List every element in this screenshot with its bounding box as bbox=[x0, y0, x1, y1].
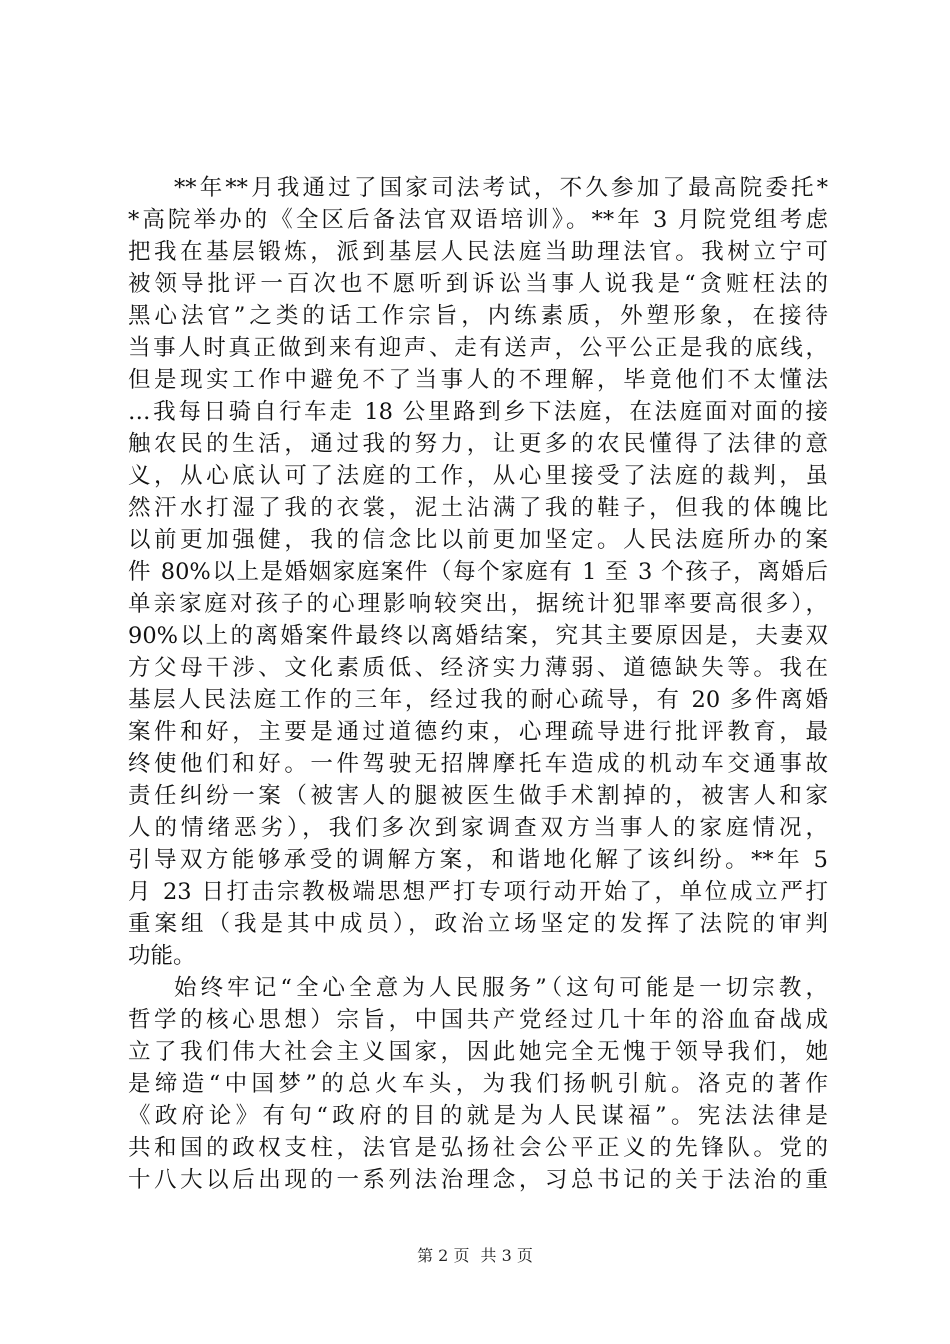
text-line: 共和国的政权支柱，法官是弘扬社会公平正义的先锋队。党的 bbox=[128, 1135, 828, 1161]
text-line: 义，从心底认可了法庭的工作，从心里接受了法庭的裁判，虽 bbox=[128, 463, 828, 489]
paragraph-2 bbox=[128, 972, 828, 1196]
text-line: 人的情绪恶劣），我们多次到家调查双方当事人的家庭情况， bbox=[128, 815, 828, 841]
text-line: 然汗水打湿了我的衣裳，泥土沾满了我的鞋子，但我的体魄比 bbox=[128, 495, 828, 521]
text-line: 90%以上的离婚案件最终以离婚结案，究其主要原因是，夫妻双 bbox=[128, 623, 828, 649]
text-line: 立了我们伟大社会主义国家，因此她完全无愧于领导我们，她 bbox=[128, 1039, 828, 1065]
text-line: 引导双方能够承受的调解方案，和谐地化解了该纠纷。**年 5 bbox=[128, 847, 828, 873]
text-line: 基层人民法庭工作的三年，经过我的耐心疏导，有 20 多件离婚 bbox=[128, 687, 828, 713]
text-line: 十八大以后出现的一系列法治理念，习总书记的关于法治的重 bbox=[128, 1167, 828, 1193]
text-line: *高院举办的《全区后备法官双语培训》。**年 3 月院党组考虑 bbox=[128, 207, 828, 233]
text-line: 把我在基层锻炼，派到基层人民法庭当助理法官。我树立宁可 bbox=[128, 239, 828, 265]
text-line: 方父母干涉、文化素质低、经济实力薄弱、道德缺失等。我在 bbox=[128, 655, 828, 681]
page-total: 共 3 页 bbox=[480, 1246, 533, 1265]
document-body bbox=[128, 172, 828, 1196]
page-footer bbox=[0, 1246, 950, 1266]
text-line: …我每日骑自行车走 18 公里路到乡下法庭，在法庭面对面的接 bbox=[128, 399, 828, 425]
text-line: 件 80%以上是婚姻家庭案件（每个家庭有 1 至 3 个孩子，离婚后 bbox=[128, 559, 828, 585]
text-line: 哲学的核心思想）宗旨，中国共产党经过几十年的浴血奋战成 bbox=[128, 1007, 828, 1033]
text-line: 被领导批评一百次也不愿听到诉讼当事人说我是“贪赃枉法的 bbox=[128, 271, 828, 297]
text-line: 月 23 日打击宗教极端思想严打专项行动开始了，单位成立严打 bbox=[128, 879, 828, 905]
text-line: 单亲家庭对孩子的心理影响较突出，据统计犯罪率要高很多）， bbox=[128, 591, 828, 617]
text-line: 但是现实工作中避免不了当事人的不理解，毕竟他们不太懂法 bbox=[128, 367, 828, 393]
text-line: 功能。 bbox=[128, 943, 196, 969]
text-line: 是缔造“中国梦”的总火车头，为我们扬帆引航。洛克的著作 bbox=[128, 1071, 828, 1097]
paragraph-1 bbox=[128, 172, 828, 972]
text-line: 《政府论》有句“政府的目的就是为人民谋福”。宪法法律是 bbox=[128, 1103, 828, 1129]
page-number: 第 2 页 bbox=[417, 1246, 470, 1265]
text-line: 触农民的生活，通过我的努力，让更多的农民懂得了法律的意 bbox=[128, 431, 828, 457]
text-line: 案件和好，主要是通过道德约束，心理疏导进行批评教育，最 bbox=[128, 719, 828, 745]
text-line: 黑心法官”之类的话工作宗旨，内练素质，外塑形象，在接待 bbox=[128, 303, 828, 329]
text-line: 责任纠纷一案（被害人的腿被医生做手术割掉的，被害人和家 bbox=[128, 783, 828, 809]
text-line: 当事人时真正做到来有迎声、走有送声，公平公正是我的底线， bbox=[128, 335, 828, 361]
text-line: 重案组（我是其中成员），政治立场坚定的发挥了法院的审判 bbox=[128, 911, 828, 937]
text-line: 始终牢记“全心全意为人民服务”（这句可能是一切宗教， bbox=[174, 975, 828, 1001]
text-line: **年**月我通过了国家司法考试，不久参加了最高院委托* bbox=[174, 175, 828, 201]
text-line: 终使他们和好。一件驾驶无招牌摩托车造成的机动车交通事故 bbox=[128, 751, 828, 777]
text-line: 以前更加强健，我的信念比以前更加坚定。人民法庭所办的案 bbox=[128, 527, 828, 553]
